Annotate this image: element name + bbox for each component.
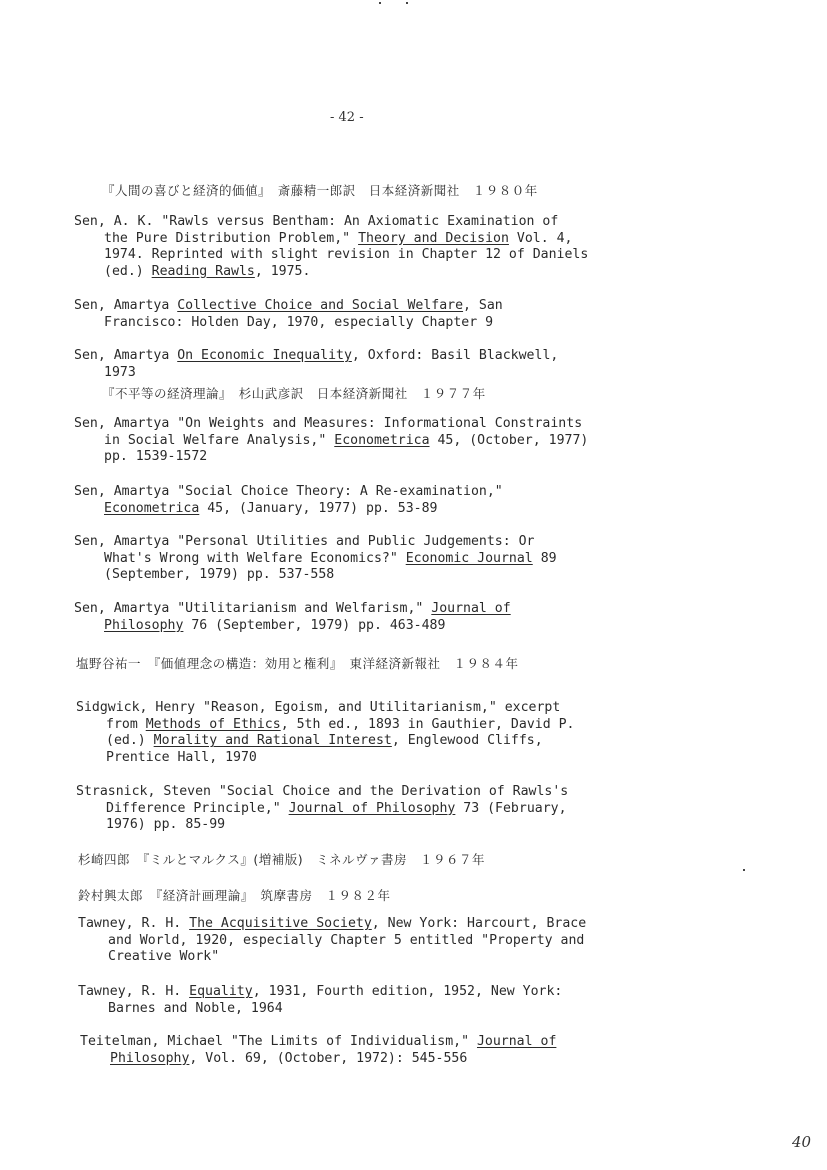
japanese-reference: 杉崎四郎 『ミルとマルクス』(増補版) ミネルヴァ書房 １９６７年 — [78, 852, 486, 867]
bibliography-entry: Sen, A. K. "Rawls versus Bentham: An Axiomatic Examination of the Pure Distribution Problem," Theory and Decision Vol. 4, 1974. Reprinted with slight revision in Chapter 12 of Daniels (ed.) Reading Rawls, 1975. — [74, 214, 589, 279]
bibliography-entry: Sen, Amartya "Utilitarianism and Welfarism," Journal of Philosophy 76 (September, 1979) pp. 463-489 — [74, 601, 511, 633]
bibliography-entry: Sen, Amartya On Economic Inequality, Oxford: Basil Blackwell, 1973 — [74, 348, 559, 380]
bibliography-entry: Sen, Amartya "Social Choice Theory: A Re-examination," Econometrica 45, (January, 1977) pp. 53-89 — [74, 484, 503, 516]
japanese-reference: 塩野谷祐一 『価値理念の構造：効用と権利』 東洋経済新報社 １９８４年 — [76, 656, 519, 671]
japanese-translation-note: 『不平等の経済理論』 杉山武彦訳 日本経済新聞社 １９７７年 — [102, 386, 486, 401]
bibliography-entry: Sen, Amartya "Personal Utilities and Public Judgements: Or What's Wrong with Welfare Economics?" Economic Journal 89 (September, 1979) pp. 537-558 — [74, 534, 557, 582]
bibliography-entry: Teitelman, Michael "The Limits of Individualism," Journal of Philosophy, Vol. 69, (October, 1972): 545-556 — [80, 1034, 557, 1066]
japanese-reference: 鈴村興太郎 『経済計画理論』 筑摩書房 １９８２年 — [78, 888, 391, 903]
page-number: - 42 - — [330, 110, 364, 125]
bibliography-entry: Tawney, R. H. Equality, 1931, Fourth edition, 1952, New York: Barnes and Noble, 1964 — [78, 984, 563, 1016]
bibliography-entry: Sen, Amartya Collective Choice and Social Welfare, San Francisco: Holden Day, 1970, especially Chapter 9 — [74, 298, 503, 330]
scan-speck — [406, 2, 408, 4]
scan-speck — [743, 869, 745, 871]
scan-speck — [379, 2, 381, 4]
handwritten-page-mark: 40 — [792, 1133, 812, 1151]
bibliography-entry: Sen, Amartya "On Weights and Measures: Informational Constraints in Social Welfare Analysis," Econometrica 45, (October, 1977) pp. 1539-1572 — [74, 416, 589, 464]
japanese-translation-note: 『人間の喜びと経済的価値』 斎藤精一郎訳 日本経済新聞社 １９８０年 — [102, 183, 538, 198]
bibliography-entry: Sidgwick, Henry "Reason, Egoism, and Utilitarianism," excerpt from Methods of Ethics, 5th ed., 1893 in Gauthier, David P. (ed.) Morality and Rational Interest, Englewood Cliffs, Prentice Hall, 1970 — [76, 700, 575, 765]
bibliography-entry: Tawney, R. H. The Acquisitive Society, New York: Harcourt, Brace and World, 1920, especially Chapter 5 entitled "Property and Creative Work" — [78, 916, 587, 964]
bibliography-entry: Strasnick, Steven "Social Choice and the Derivation of Rawls's Difference Principle," Journal of Philosophy 73 (February, 1976) pp. 85-99 — [76, 784, 569, 832]
